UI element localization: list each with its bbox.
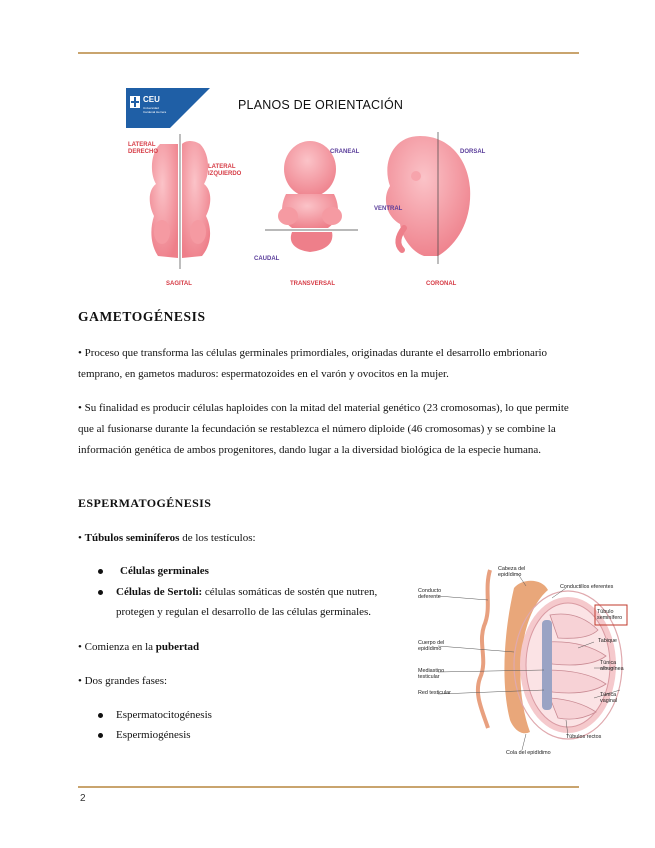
bullet-bold: Túbulos seminíferos <box>84 532 180 544</box>
label-lateral-derecho: LATERAL DERECHO <box>128 142 159 155</box>
embryo-drawings <box>120 124 480 294</box>
bullet-fases: • Dos grandes fases: <box>78 675 168 687</box>
label-tabique: Tabique <box>598 638 617 644</box>
ceu-logo <box>126 88 210 128</box>
label-tubulos-rectos: Túbulos rectos <box>566 734 602 740</box>
label-cabeza-epididimo: Cabeza del epidídimo <box>498 566 526 578</box>
sub-bullet-bold: Células germinales <box>120 565 209 577</box>
bullet-prefix: • Comienza en la <box>78 641 156 653</box>
label-mediastino: Mediastino testicular <box>418 668 445 680</box>
label-red-testicular: Red testicular <box>418 690 451 696</box>
label-cuerpo-epididimo: Cuerpo del epidídimo <box>418 640 445 652</box>
bullet-dot <box>98 733 103 738</box>
label-cola-epididimo: Cola del epidídimo <box>506 750 551 756</box>
sub-bullet-bold: Células de Sertoli: <box>116 586 203 598</box>
bullet-bold: pubertad <box>155 641 200 653</box>
bullet-dot <box>98 713 103 718</box>
label-dorsal: DORSAL <box>460 149 486 155</box>
figure-title: PLANOS DE ORIENTACIÓN <box>238 98 404 112</box>
label-conducto-deferente: Conducto deferente <box>418 588 442 600</box>
label-tunica-albuginea: Túnica albugínea <box>600 660 624 672</box>
transverse-embryo <box>265 141 358 252</box>
bullet-tubulos <box>78 531 256 545</box>
page-number: 2 <box>80 793 86 804</box>
orientation-planes-figure <box>120 84 486 294</box>
section-heading-espermatogenesis: ESPERMATOGÉNESIS <box>78 496 212 510</box>
label-ventral: VENTRAL <box>374 206 403 212</box>
bullet-rest: de los testículos: <box>179 532 256 544</box>
svg-text:Cardenal Herrera: Cardenal Herrera <box>143 110 167 114</box>
label-tubulo-seminifero: Túbulo seminífero <box>597 609 623 621</box>
label-craneal: CRANEAL <box>330 149 360 155</box>
bullet-dot <box>98 590 103 595</box>
label-coronal: CORONAL <box>426 281 457 287</box>
phase-label: Espermatocitogénesis <box>116 709 212 721</box>
section-heading-gametogenesis: GAMETOGÉNESIS <box>78 309 206 324</box>
header-rule <box>78 52 579 54</box>
bullet-prefix: • <box>78 532 85 544</box>
label-lateral-izquierdo: LATERAL IZQUIERDO <box>208 164 242 177</box>
label-caudal: CAUDAL <box>254 256 280 262</box>
sub-bullet-continuation: protegen y regulan el desarrollo de las células germinales. <box>116 606 372 618</box>
paragraph-process: • Proceso que transforma las células germinales primordiales, originadas durante el desarrollo embrionario temprano, en gametos maduros: espermatozoides en el varón y ovocitos en la mujer. <box>78 347 548 380</box>
coronal-embryo <box>386 132 470 264</box>
footer-rule <box>78 786 579 788</box>
bullet-dot <box>98 569 103 574</box>
sub-bullet-rest: células somáticas de sostén que nutren, <box>202 586 378 598</box>
label-conductillos: Conductillos eferentes <box>560 584 614 590</box>
label-sagital: SAGITAL <box>166 281 192 287</box>
label-tunica-vaginal: Túnica vaginal <box>600 692 618 704</box>
bullet-pubertad <box>78 640 199 654</box>
paragraph-purpose: • Su finalidad es producir células haploides con la mitad del material genético (23 cromosomas), lo que permite que al fusionarse durante la fecundación se restablezca el número diploide (46 cromosomas) y se combine la información genética de ambos progenitores, dando lugar a la diversidad biológica de la especie humana. <box>78 402 569 456</box>
phase-label: Espermiogénesis <box>116 729 191 741</box>
svg-text:CEU: CEU <box>143 95 160 104</box>
label-transversal: TRANSVERSAL <box>290 281 336 287</box>
svg-text:Universidad: Universidad <box>143 106 159 110</box>
testis-anatomy-figure <box>418 560 633 760</box>
